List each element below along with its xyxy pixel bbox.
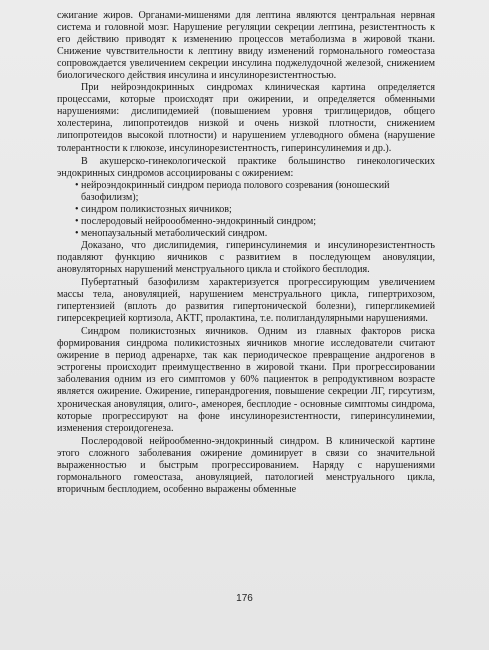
page-number: 176 — [236, 593, 253, 604]
list-item: • синдром поликистозных яичников; — [75, 203, 232, 215]
paragraph-7: Послеродовой нейрообменно-эндокринный синдром. В клинической картине этого сложного заболевания ожирение доминирует в связи со значительной выраженностью и быстрым прогрессированием. Наряду с нарушениями гормонального гомеостаза, ановуляцией, патологией менструального цикла, вторичным бесплодием, особенно выражены обменные — [57, 435, 435, 495]
list-item: • менопаузальный метаболический синдром. — [75, 227, 268, 239]
page-body — [57, 10, 435, 496]
syndrome-list — [57, 180, 435, 240]
paragraph-3: В акушерско-гинекологической практике большинство гинекологических эндокринных синдромов ассоциированы с ожирением: — [57, 155, 435, 179]
paragraph-4: Доказано, что дислипидемия, гиперинсулинемия и инсулинорезистентность подавляют функцию яичников с развитием в последующем ановуляции, ановуляторных нарушений менструального цикла и стойкого бесплодия. — [57, 239, 435, 275]
paragraph-1: сжигание жиров. Органами-мишенями для лептина являются центральная нервная система и головной мозг. Нарушение регуляции секреции лептина, резистентность к его действию приводят к изменению процессов метаболизма в жировой ткани. Снижение чувствительности к лептину ввиду изменений гормонального гомеостаза сопровождается увеличением секреции инсулина поджелудочной железой, снижением биологического действия инсулина и инсулинорезистентностью. — [57, 10, 435, 82]
list-item: • нейроэндокринный синдром периода полового созревания (юношеский базофилизм); — [75, 179, 390, 203]
paragraph-6: Синдром поликистозных яичников. Одним из главных факторов риска формирования синдрома поликистозных яичников многие исследователи считают ожирение в период адренархе, так как периодическое превращение андрогенов в эстрогены происходит преимущественно в жировой ткани. При прогрессировании заболевания одним из его симптомов у 60% пациенток в репродуктивном возрасте является ожирение. Ожирение, гиперандрогения, повышение секреции ЛГ, гирсутизм, хроническая ановуляция, олиго-, аменорея, бесплодие - основные симптомы синдрома, которые прогрессируют на фоне инсулинорезистентности, гиперинсулинемии, изменения стероидогенеза. — [57, 326, 435, 434]
paragraph-5: Пубертатный базофилизм характеризуется прогрессирующим увеличением массы тела, ановуляцией, нарушением менструального цикла, гипертрихозом, гипертензией (вплоть до развития гипертонической болезни), гипергликемией гиперсекрецией кортизола, АКТГ, пролактина, т.е. полигландулярными нарушениями. — [57, 277, 435, 325]
list-item: • послеродовый нейроообменно-эндокринный синдром; — [75, 215, 317, 227]
paragraph-2: При нейроэндокринных синдромах клиническая картина определяется процессами, которые происходят при ожирении, и определяется обменными нарушениями: дислипидемией (повышением уровня триглицеридов, общего холестерина, липопротеидов низкой и очень низкой плотности, снижением липопротеидов высокой плотности) и нарушением углеводного обмена (нарушение толерантности к глюкозе, инсулинорезистентность, гиперинсулинемия и др.). — [57, 82, 435, 154]
